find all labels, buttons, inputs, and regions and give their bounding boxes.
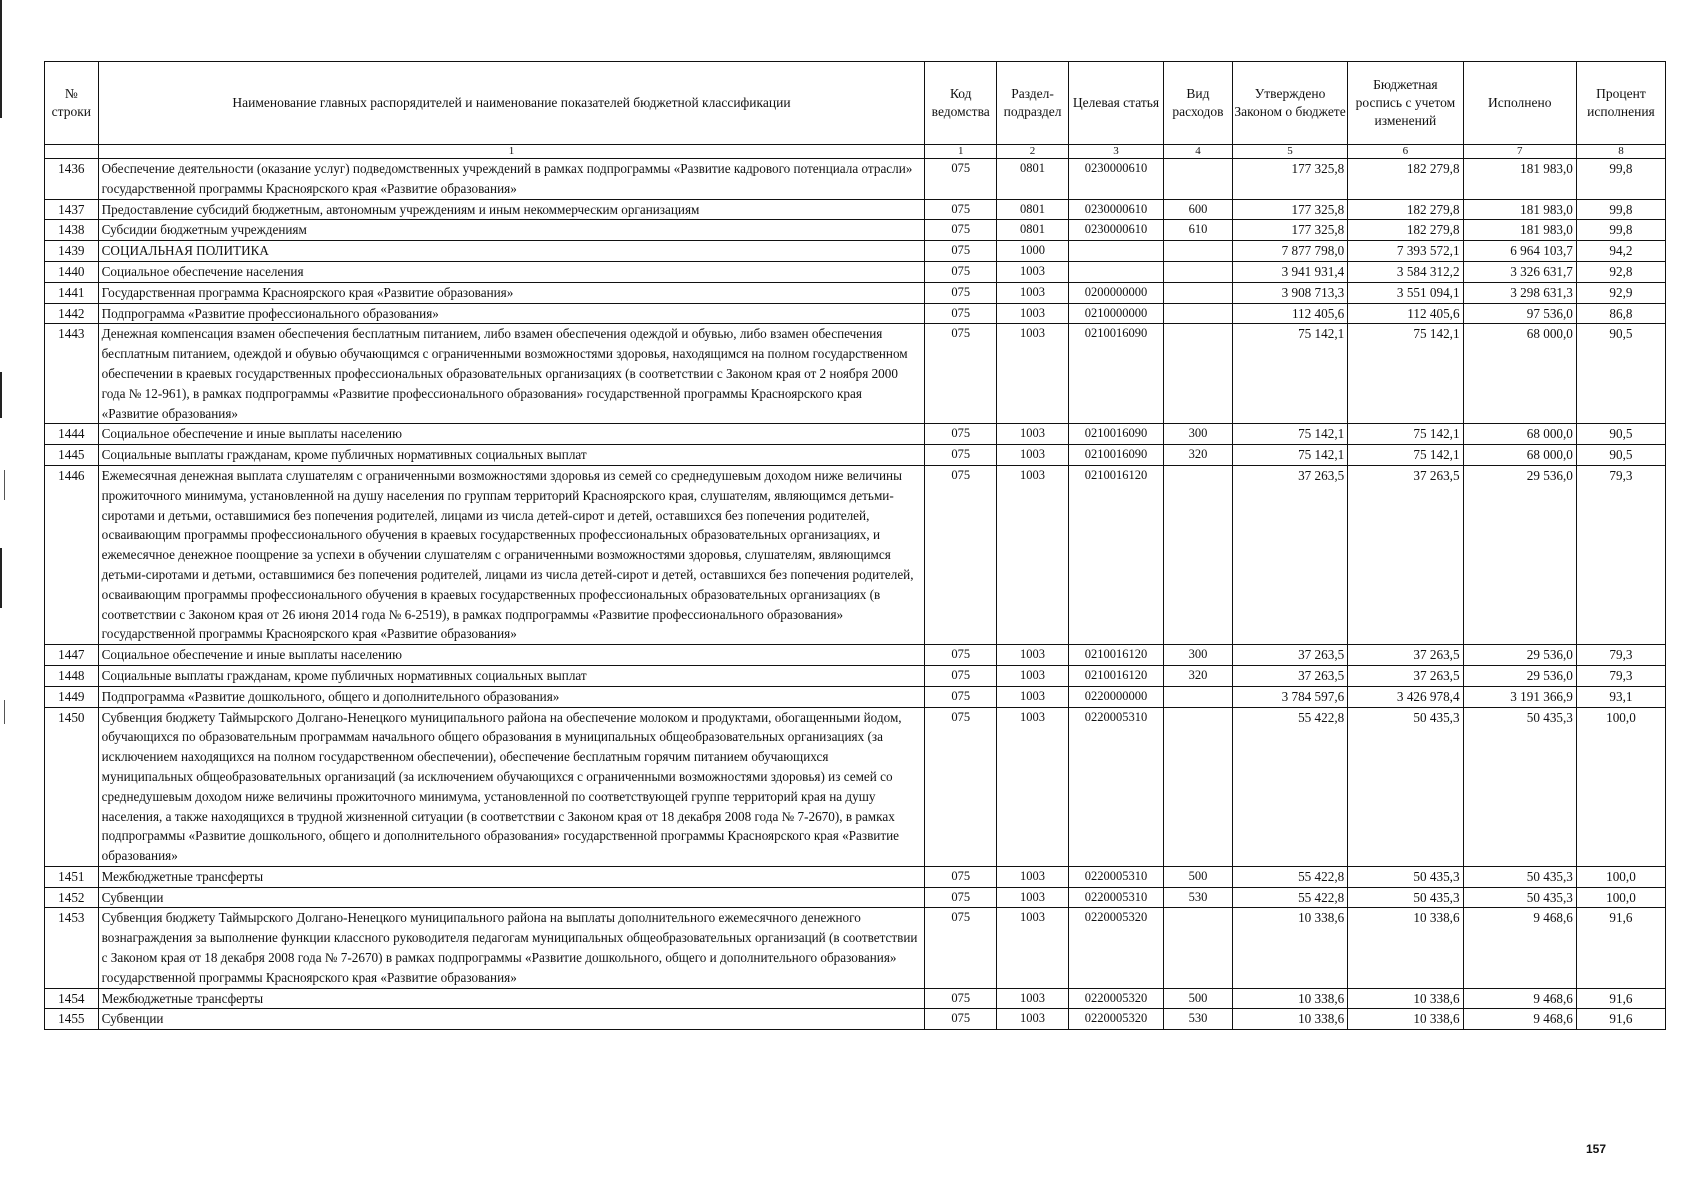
row-exp-type: [1164, 686, 1233, 707]
row-approved: 3 784 597,6: [1232, 686, 1347, 707]
row-section: 1003: [997, 866, 1069, 887]
row-approved: 177 325,8: [1232, 220, 1347, 241]
table-row: [45, 324, 1666, 424]
scan-edge-mark: [4, 700, 5, 724]
row-approved: 75 142,1: [1232, 324, 1347, 424]
table-row: [45, 424, 1666, 445]
row-budget-list: 75 142,1: [1348, 445, 1463, 466]
row-executed: 68 000,0: [1463, 445, 1576, 466]
table-row: [45, 908, 1666, 988]
row-name: Социальные выплаты гражданам, кроме публичных нормативных социальных выплат: [98, 445, 925, 466]
row-section: 1003: [997, 686, 1069, 707]
row-approved: 75 142,1: [1232, 445, 1347, 466]
row-target: 0200000000: [1068, 282, 1163, 303]
scan-edge-mark: [0, 548, 2, 608]
row-number: 1442: [45, 303, 99, 324]
row-exp-type: [1164, 465, 1233, 644]
table-row: [45, 1009, 1666, 1030]
row-number: 1444: [45, 424, 99, 445]
row-target: 0210016120: [1068, 465, 1163, 644]
row-target: 0220005310: [1068, 707, 1163, 866]
row-executed: 97 536,0: [1463, 303, 1576, 324]
row-percent: 86,8: [1576, 303, 1665, 324]
row-dept-code: 075: [925, 445, 997, 466]
row-approved: 37 263,5: [1232, 645, 1347, 666]
row-executed: 50 435,3: [1463, 866, 1576, 887]
row-budget-list: 75 142,1: [1348, 324, 1463, 424]
row-target: 0210016090: [1068, 424, 1163, 445]
row-name: Подпрограмма «Развитие профессионального образования»: [98, 303, 925, 324]
row-name: Социальное обеспечение населения: [98, 261, 925, 282]
row-number: 1451: [45, 866, 99, 887]
header-budget-list: Бюджетная роспись с учетом изменений: [1348, 62, 1463, 145]
row-target: 0210000000: [1068, 303, 1163, 324]
row-budget-list: 182 279,8: [1348, 220, 1463, 241]
row-section: 1000: [997, 241, 1069, 262]
row-percent: 99,8: [1576, 199, 1665, 220]
row-target: 0220005320: [1068, 908, 1163, 988]
row-section: 0801: [997, 159, 1069, 200]
row-dept-code: 075: [925, 465, 997, 644]
row-budget-list: 3 551 094,1: [1348, 282, 1463, 303]
table-row: [45, 707, 1666, 866]
row-dept-code: 075: [925, 887, 997, 908]
row-dept-code: 075: [925, 866, 997, 887]
row-number: 1448: [45, 665, 99, 686]
row-section: 1003: [997, 261, 1069, 282]
row-percent: 90,5: [1576, 445, 1665, 466]
header-row-no: № строки: [45, 62, 99, 145]
row-budget-list: 37 263,5: [1348, 465, 1463, 644]
row-dept-code: 075: [925, 707, 997, 866]
row-executed: 68 000,0: [1463, 424, 1576, 445]
row-budget-list: 50 435,3: [1348, 887, 1463, 908]
row-percent: 92,8: [1576, 261, 1665, 282]
row-dept-code: 075: [925, 645, 997, 666]
row-budget-list: 182 279,8: [1348, 199, 1463, 220]
row-approved: 177 325,8: [1232, 159, 1347, 200]
row-approved: 112 405,6: [1232, 303, 1347, 324]
row-section: 1003: [997, 424, 1069, 445]
row-approved: 55 422,8: [1232, 887, 1347, 908]
row-exp-type: [1164, 908, 1233, 988]
row-percent: 79,3: [1576, 665, 1665, 686]
row-section: 0801: [997, 199, 1069, 220]
row-dept-code: 075: [925, 261, 997, 282]
header-percent: Процент исполнения: [1576, 62, 1665, 145]
row-section: 1003: [997, 707, 1069, 866]
row-executed: 68 000,0: [1463, 324, 1576, 424]
row-dept-code: 075: [925, 686, 997, 707]
row-target: 0210016120: [1068, 645, 1163, 666]
row-budget-list: 50 435,3: [1348, 866, 1463, 887]
row-budget-list: 50 435,3: [1348, 707, 1463, 866]
table-row: [45, 303, 1666, 324]
row-exp-type: 530: [1164, 887, 1233, 908]
row-target: 0230000610: [1068, 159, 1163, 200]
row-executed: 3 298 631,3: [1463, 282, 1576, 303]
row-executed: 9 468,6: [1463, 988, 1576, 1009]
row-number: 1443: [45, 324, 99, 424]
row-budget-list: 10 338,6: [1348, 988, 1463, 1009]
row-name: Ежемесячная денежная выплата слушателям с ограниченными возможностями здоровья из семей со среднедушевым доходом ниже величины прожиточного минимума, установленной на душу населения по группам территорий Красноярского края, слушателям, являющимся детьми-сиротами и детьми, оставшимися без попечения родителей, лицами из числа детей-сирот и детей, оставшихся без попечения родителей, осваивающим программы профессионального обучения в краевых государственных профессиональных образовательных организациях, и ежемесячное денежное поощрение за успехи в обучении слушателям с ограниченными возможностями здоровья, слушателям, являющимся детьми-сиротами и детьми, оставшимися без попечения родителей, лицами из числа детей-сирот и детей, оставшихся без попечения родителей, осваивающим программы профессионального обучения в краевых государственных профессиональных образовательных организациях (в соответствии с Законом края от 26 июня 2014 года № 6-2519), в рамках подпрограммы «Развитие профессионального образования» государственной программы Красноярского края «Развитие образования»: [98, 465, 925, 644]
row-executed: 9 468,6: [1463, 1009, 1576, 1030]
row-number: 1449: [45, 686, 99, 707]
row-exp-type: [1164, 303, 1233, 324]
row-executed: 29 536,0: [1463, 465, 1576, 644]
row-dept-code: 075: [925, 241, 997, 262]
row-name: Обеспечение деятельности (оказание услуг) подведомственных учреждений в рамках подпрограммы «Развитие кадрового потенциала отрасли» государственной программы Красноярского края «Развитие образования»: [98, 159, 925, 200]
row-budget-list: 3 426 978,4: [1348, 686, 1463, 707]
scan-edge-mark: [0, 0, 2, 118]
row-name: Подпрограмма «Развитие дошкольного, общего и дополнительного образования»: [98, 686, 925, 707]
row-exp-type: 320: [1164, 665, 1233, 686]
row-budget-list: 112 405,6: [1348, 303, 1463, 324]
row-budget-list: 10 338,6: [1348, 1009, 1463, 1030]
row-exp-type: [1164, 261, 1233, 282]
row-target: 0220005310: [1068, 887, 1163, 908]
row-dept-code: 075: [925, 220, 997, 241]
row-executed: 50 435,3: [1463, 887, 1576, 908]
row-number: 1440: [45, 261, 99, 282]
row-percent: 91,6: [1576, 988, 1665, 1009]
row-target: 0210016090: [1068, 324, 1163, 424]
row-number: 1437: [45, 199, 99, 220]
table-row: [45, 199, 1666, 220]
row-approved: 10 338,6: [1232, 1009, 1347, 1030]
row-exp-type: 530: [1164, 1009, 1233, 1030]
row-budget-list: 182 279,8: [1348, 159, 1463, 200]
table-row: [45, 465, 1666, 644]
row-approved: 75 142,1: [1232, 424, 1347, 445]
row-name: Предоставление субсидий бюджетным, автономным учреждениям и иным некоммерческим организациям: [98, 199, 925, 220]
row-dept-code: 075: [925, 199, 997, 220]
row-name: Субсидии бюджетным учреждениям: [98, 220, 925, 241]
row-executed: 181 983,0: [1463, 159, 1576, 200]
index-cell: 1: [925, 145, 997, 159]
scan-edge-mark: [0, 372, 2, 418]
row-target: 0230000610: [1068, 199, 1163, 220]
row-percent: 90,5: [1576, 324, 1665, 424]
row-percent: 99,8: [1576, 220, 1665, 241]
row-section: 1003: [997, 665, 1069, 686]
row-percent: 99,8: [1576, 159, 1665, 200]
row-exp-type: 610: [1164, 220, 1233, 241]
table-row: [45, 866, 1666, 887]
index-cell: 7: [1463, 145, 1576, 159]
row-percent: 100,0: [1576, 887, 1665, 908]
row-percent: 91,6: [1576, 1009, 1665, 1030]
row-name: Межбюджетные трансферты: [98, 866, 925, 887]
row-section: 1003: [997, 282, 1069, 303]
row-executed: 181 983,0: [1463, 220, 1576, 241]
row-name: Субвенции: [98, 1009, 925, 1030]
row-dept-code: 075: [925, 159, 997, 200]
row-budget-list: 3 584 312,2: [1348, 261, 1463, 282]
row-target: 0210016120: [1068, 665, 1163, 686]
row-number: 1454: [45, 988, 99, 1009]
page-number: 157: [1586, 1142, 1607, 1156]
column-index-row: [45, 145, 1666, 159]
row-name: Межбюджетные трансферты: [98, 988, 925, 1009]
row-approved: 10 338,6: [1232, 988, 1347, 1009]
row-budget-list: 37 263,5: [1348, 665, 1463, 686]
row-exp-type: 300: [1164, 645, 1233, 666]
row-section: 1003: [997, 887, 1069, 908]
header-executed: Исполнено: [1463, 62, 1576, 145]
row-number: 1453: [45, 908, 99, 988]
index-cell: 5: [1232, 145, 1347, 159]
table-row: [45, 220, 1666, 241]
row-section: 1003: [997, 445, 1069, 466]
row-executed: 50 435,3: [1463, 707, 1576, 866]
table-row: [45, 159, 1666, 200]
row-number: 1446: [45, 465, 99, 644]
header-name: Наименование главных распорядителей и наименование показателей бюджетной классификации: [98, 62, 925, 145]
index-cell: 3: [1068, 145, 1163, 159]
table-row: [45, 445, 1666, 466]
index-cell: [45, 145, 99, 159]
row-approved: 55 422,8: [1232, 866, 1347, 887]
row-budget-list: 75 142,1: [1348, 424, 1463, 445]
row-approved: 3 908 713,3: [1232, 282, 1347, 303]
header-target: Целевая статья: [1068, 62, 1163, 145]
row-approved: 55 422,8: [1232, 707, 1347, 866]
row-percent: 100,0: [1576, 707, 1665, 866]
row-name: Государственная программа Красноярского края «Развитие образования»: [98, 282, 925, 303]
row-exp-type: [1164, 707, 1233, 866]
budget-execution-table: [44, 61, 1666, 1030]
row-exp-type: 600: [1164, 199, 1233, 220]
row-section: 1003: [997, 908, 1069, 988]
row-number: 1455: [45, 1009, 99, 1030]
row-executed: 3 326 631,7: [1463, 261, 1576, 282]
row-executed: 6 964 103,7: [1463, 241, 1576, 262]
table-body: [45, 159, 1666, 1030]
row-dept-code: 075: [925, 424, 997, 445]
row-number: 1436: [45, 159, 99, 200]
row-dept-code: 075: [925, 665, 997, 686]
row-target: [1068, 241, 1163, 262]
row-executed: 181 983,0: [1463, 199, 1576, 220]
index-cell: 6: [1348, 145, 1463, 159]
row-target: 0220005320: [1068, 1009, 1163, 1030]
row-budget-list: 37 263,5: [1348, 645, 1463, 666]
row-name: Субвенция бюджету Таймырского Долгано-Ненецкого муниципального района на обеспечение молоком и продуктами, обогащенными йодом, обучающихся по образовательным программам начального общего образования в муниципальных общеобразовательных организациях (за исключением находящихся на полном государственном обеспечении), обеспечение бесплатным горячим питанием обучающихся муниципальных общеобразовательных организаций (за исключением обучающихся с ограниченными возможностями здоровья) из семей со среднедушевым доходом ниже величины прожиточного минимума, установленной по соответствующей группе территорий края на душу населения, а также находящихся в трудной жизненной ситуации (в соответствии с Законом края от 18 декабря 2008 года № 7-2670), в рамках подпрограммы «Развитие дошкольного, общего и дополнительного образования» государственной программы Красноярского края «Развитие образования»: [98, 707, 925, 866]
row-dept-code: 075: [925, 908, 997, 988]
row-section: 1003: [997, 465, 1069, 644]
table-row: [45, 665, 1666, 686]
row-executed: 3 191 366,9: [1463, 686, 1576, 707]
row-exp-type: [1164, 241, 1233, 262]
row-dept-code: 075: [925, 988, 997, 1009]
row-budget-list: 10 338,6: [1348, 908, 1463, 988]
table-header-row: [45, 62, 1666, 145]
row-name: Субвенция бюджету Таймырского Долгано-Ненецкого муниципального района на выплаты дополнительного ежемесячного денежного вознаграждения за выполнение функции классного руководителя педагогам муниципальных общеобразовательных организаций (в соответствии с Законом края от 18 декабря 2008 года № 7-2670) в рамках подпрограммы «Развитие дошкольного, общего и дополнительного образования» государственной программы Красноярского края «Развитие образования»: [98, 908, 925, 988]
row-percent: 91,6: [1576, 908, 1665, 988]
header-section: Раздел-подраздел: [997, 62, 1069, 145]
row-approved: 7 877 798,0: [1232, 241, 1347, 262]
row-section: 1003: [997, 645, 1069, 666]
row-exp-type: 500: [1164, 866, 1233, 887]
row-target: 0220005320: [1068, 988, 1163, 1009]
row-number: 1452: [45, 887, 99, 908]
table-row: [45, 282, 1666, 303]
index-cell: 1: [98, 145, 925, 159]
row-percent: 79,3: [1576, 465, 1665, 644]
row-dept-code: 075: [925, 1009, 997, 1030]
header-approved: Утверждено Законом о бюджете: [1232, 62, 1347, 145]
row-percent: 90,5: [1576, 424, 1665, 445]
row-approved: 37 263,5: [1232, 465, 1347, 644]
row-executed: 29 536,0: [1463, 665, 1576, 686]
table-row: [45, 988, 1666, 1009]
row-section: 1003: [997, 1009, 1069, 1030]
row-approved: 3 941 931,4: [1232, 261, 1347, 282]
row-section: 1003: [997, 303, 1069, 324]
row-exp-type: [1164, 159, 1233, 200]
row-percent: 94,2: [1576, 241, 1665, 262]
scan-edge-mark: [4, 470, 5, 500]
row-budget-list: 7 393 572,1: [1348, 241, 1463, 262]
row-number: 1438: [45, 220, 99, 241]
row-section: 0801: [997, 220, 1069, 241]
row-exp-type: 320: [1164, 445, 1233, 466]
row-number: 1441: [45, 282, 99, 303]
row-executed: 9 468,6: [1463, 908, 1576, 988]
row-dept-code: 075: [925, 282, 997, 303]
row-exp-type: [1164, 324, 1233, 424]
row-name: Денежная компенсация взамен обеспечения бесплатным питанием, либо взамен обеспечения одеждой и обувью, либо взамен обеспечения бесплатным питанием, одеждой и обувью обучающимся с ограниченными возможностями здоровья, находящимся на полном государственном обеспечении в краевых государственных профессиональных образовательных организациях (в соответствии с Законом края от 2 ноября 2000 года № 12-961), в рамках подпрограммы «Развитие профессионального образования» государственной программы Красноярского края «Развитие образования»: [98, 324, 925, 424]
row-exp-type: 500: [1164, 988, 1233, 1009]
row-number: 1450: [45, 707, 99, 866]
table-row: [45, 686, 1666, 707]
row-approved: 10 338,6: [1232, 908, 1347, 988]
row-name: Субвенции: [98, 887, 925, 908]
row-name: Социальное обеспечение и иные выплаты населению: [98, 424, 925, 445]
index-cell: 2: [997, 145, 1069, 159]
index-cell: 4: [1164, 145, 1233, 159]
row-number: 1445: [45, 445, 99, 466]
index-cell: 8: [1576, 145, 1665, 159]
row-target: 0210016090: [1068, 445, 1163, 466]
table-row: [45, 645, 1666, 666]
header-exp-type: Вид расходов: [1164, 62, 1233, 145]
row-name: Социальные выплаты гражданам, кроме публичных нормативных социальных выплат: [98, 665, 925, 686]
row-approved: 177 325,8: [1232, 199, 1347, 220]
table-row: [45, 887, 1666, 908]
table-row: [45, 261, 1666, 282]
row-approved: 37 263,5: [1232, 665, 1347, 686]
row-name: СОЦИАЛЬНАЯ ПОЛИТИКА: [98, 241, 925, 262]
row-executed: 29 536,0: [1463, 645, 1576, 666]
row-number: 1439: [45, 241, 99, 262]
row-target: 0220005310: [1068, 866, 1163, 887]
row-target: 0220000000: [1068, 686, 1163, 707]
row-dept-code: 075: [925, 303, 997, 324]
row-section: 1003: [997, 324, 1069, 424]
row-exp-type: [1164, 282, 1233, 303]
row-percent: 93,1: [1576, 686, 1665, 707]
row-dept-code: 075: [925, 324, 997, 424]
row-number: 1447: [45, 645, 99, 666]
row-percent: 92,9: [1576, 282, 1665, 303]
row-percent: 100,0: [1576, 866, 1665, 887]
row-section: 1003: [997, 988, 1069, 1009]
row-name: Социальное обеспечение и иные выплаты населению: [98, 645, 925, 666]
table-row: [45, 241, 1666, 262]
header-dept-code: Код ведомства: [925, 62, 997, 145]
row-exp-type: 300: [1164, 424, 1233, 445]
row-percent: 79,3: [1576, 645, 1665, 666]
row-target: [1068, 261, 1163, 282]
row-target: 0230000610: [1068, 220, 1163, 241]
